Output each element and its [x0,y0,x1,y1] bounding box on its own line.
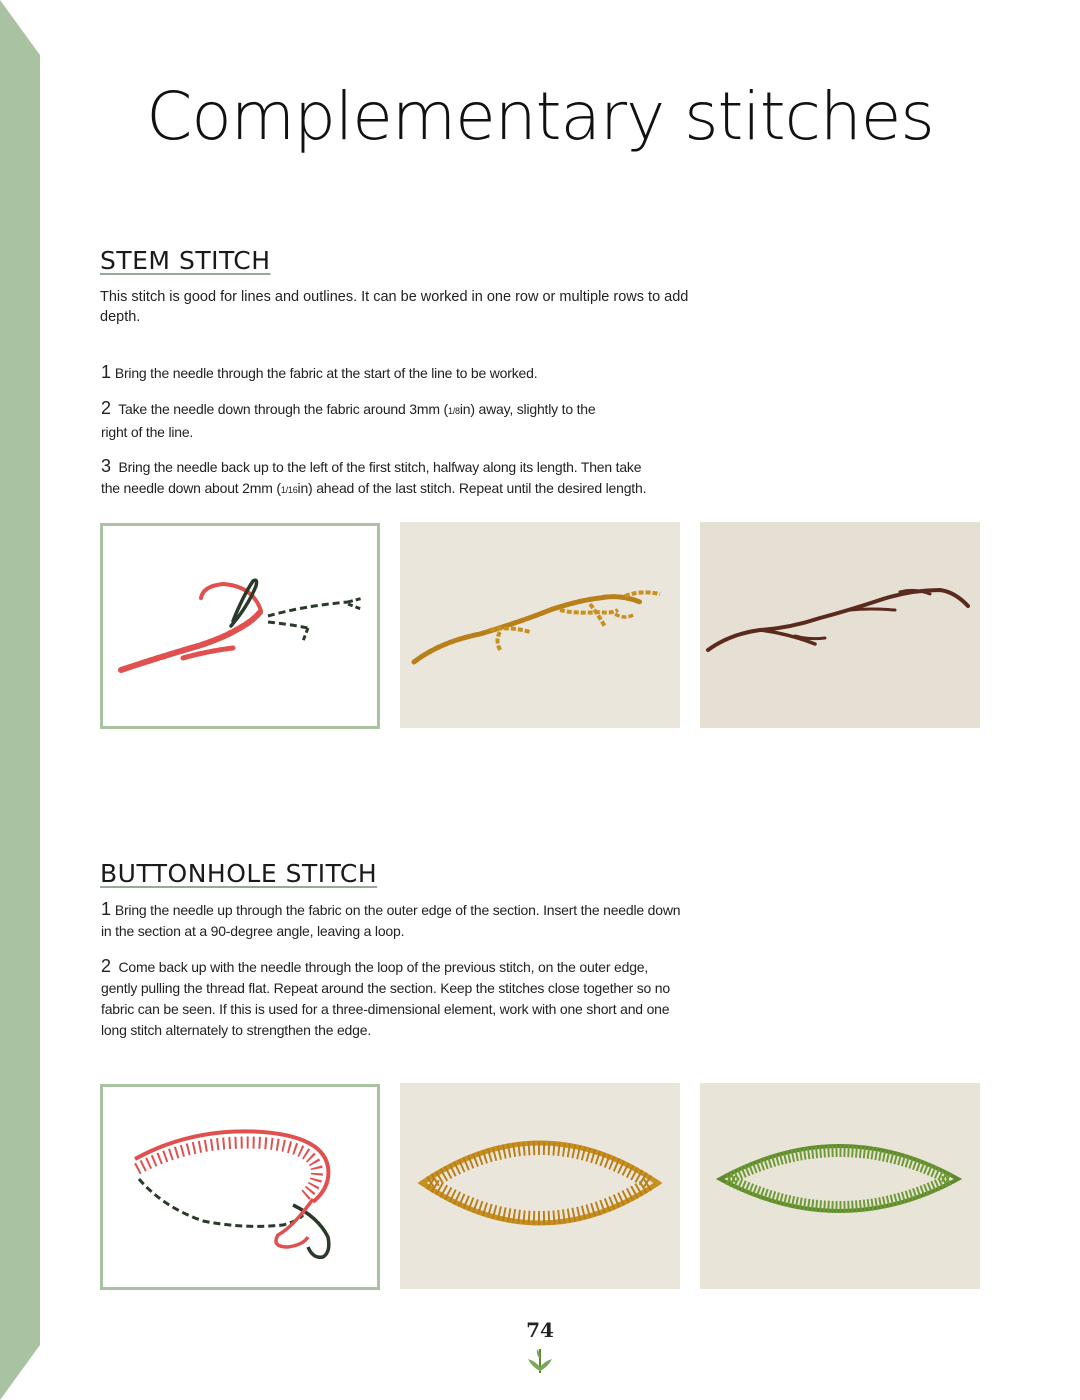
step-text: Bring the needle through the fabric at the start of the line to be worked. [114,365,538,381]
buttonhole-stitch-green-photo [700,1083,980,1289]
buttonhole-step-1 [101,899,691,942]
stem-stitch-gold-photo [400,522,680,728]
buttonhole-stitch-heading: BUTTONHOLE STITCH [100,859,378,888]
side-decorative-band [0,0,40,1400]
stem-stitch-intro: This stitch is good for lines and outlines. It can be worked in one row or multiple rows to add depth. [100,289,689,325]
step-text: Take the needle down through the fabric around 3mm ( [118,401,448,417]
stem-stitch-heading: STEM STITCH [100,246,271,275]
stem-step-3 [101,456,661,501]
step-number: 3 [101,456,111,476]
step-text-cont: in) away, slightly to the right of the line. [101,401,596,440]
buttonhole-step-2 [101,956,686,1041]
step-number: 2 [101,398,111,418]
page-number: 74 [526,1318,554,1342]
buttonhole-stitch-gold-photo [400,1083,680,1289]
stem-stitch-diagram [100,523,380,729]
stem-stitch-brown-photo [700,522,980,728]
step-text-cont: in) ahead of the last stitch. Repeat until the desired length. [297,480,647,496]
step-number: 1 [101,362,111,382]
step-number: 1 [101,899,111,919]
fraction: 1/16 [280,485,298,495]
fraction: 1/8 [447,406,460,416]
buttonhole-stitch-diagram [100,1084,380,1290]
page-title: Complementary stitches [146,78,934,155]
step-text: Come back up with the needle through the loop of the previous stitch, on the outer edge, gently pulling the thread flat. Repeat around the section. Keep the stitches close together so no fabric can be seen. If this is used for a three-dimensional element, work with one short and one long stitch alternately to strengthen the edge. [101,959,670,1038]
step-number: 2 [101,956,111,976]
sprout-icon [526,1345,554,1375]
step-text: Bring the needle up through the fabric on the outer edge of the section. Insert the needle down in the section at a 90-degree angle, leaving a loop. [101,902,681,939]
stem-step-1 [101,362,691,384]
step-text: Bring the needle back up to the left of the first stitch, halfway along its length. Then take the needle down about 2mm ( [101,459,642,496]
stem-step-2 [101,398,621,443]
